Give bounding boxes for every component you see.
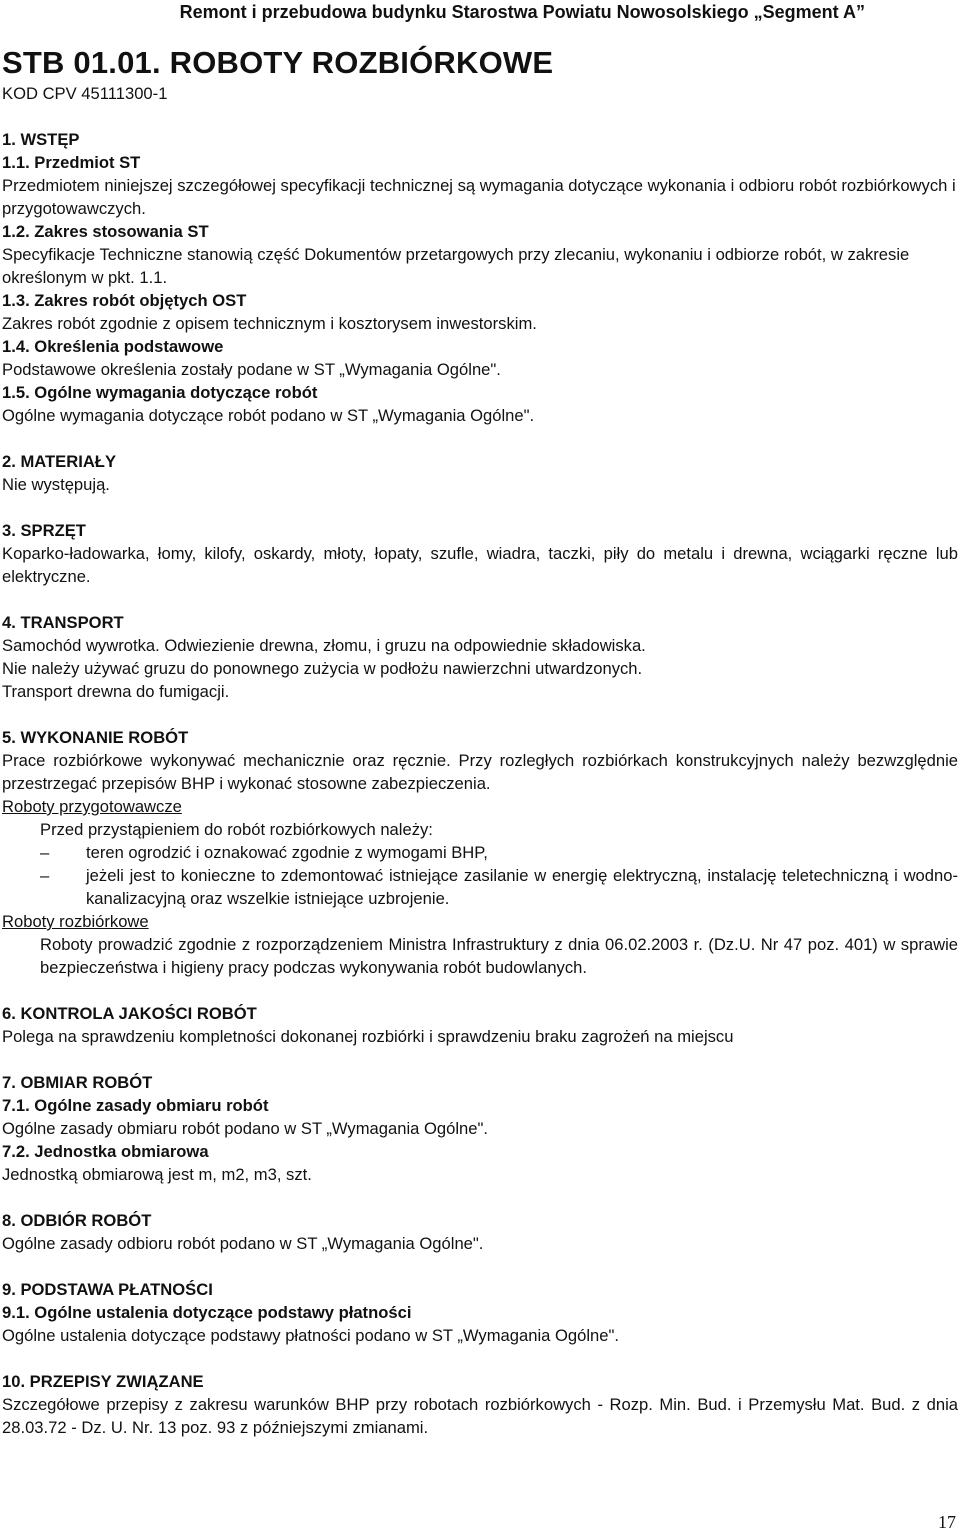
section-4-line-2: Nie należy używać gruzu do ponownego zużycia w podłożu nawierzchni utwardzonych. [2, 659, 643, 678]
document-title: STB 01.01. ROBOTY ROZBIÓRKOWE [2, 45, 554, 80]
section-1-2-text: Specyfikacje Techniczne stanowią część Dokumentów przetargowych przy zlecaniu, wykonaniu i odbiorze robót, w zakresie określonym w pkt. 1.1. [2, 245, 910, 287]
dash-bullet: – [40, 843, 50, 862]
section-4-line-1: Samochód wywrotka. Odwiezienie drewna, złomu, i gruzu na odpowiednie składowiska. [2, 636, 646, 655]
cpv-code: KOD CPV 45111300-1 [2, 84, 168, 103]
section-1-4-heading: 1.4. Określenia podstawowe [2, 337, 224, 356]
section-3-text: Koparko-ładowarka, łomy, kilofy, oskardy, młoty, łopaty, szufle, wiadra, taczki, piły do metalu i drewna, wciągarki ręczne lub elektryczne. [2, 544, 958, 586]
section-3-heading: 3. SPRZĘT [2, 521, 86, 540]
section-6-text: Polega na sprawdzeniu kompletności dokonanej rozbiórki i sprawdzeniu braku zagrożeń na miejscu [2, 1027, 734, 1046]
section-2-heading: 2. MATERIAŁY [2, 452, 117, 471]
preparatory-works-heading: Roboty przygotowawcze [2, 797, 182, 816]
document-body [2, 44, 958, 1439]
section-9-1-text: Ogólne ustalenia dotyczące podstawy płatności podano w ST „Wymagania Ogólne". [2, 1326, 619, 1345]
preparatory-works-intro: Przed przystąpieniem do robót rozbiórkowych należy: [40, 820, 433, 839]
section-9-heading: 9. PODSTAWA PŁATNOŚCI [2, 1280, 213, 1299]
section-8-text: Ogólne zasady odbioru robót podano w ST „Wymagania Ogólne". [2, 1234, 484, 1253]
section-2-text: Nie występują. [2, 475, 110, 494]
section-1-1-heading: 1.1. Przedmiot ST [2, 153, 141, 172]
demolition-works-text: Roboty prowadzić zgodnie z rozporządzeniem Ministra Infrastruktury z dnia 06.02.2003 r. (Dz.U. Nr 47 poz. 401) w sprawie bezpieczeństwa i higieny pracy podczas wykonywania robót budowlanych. [40, 935, 958, 977]
section-1-5-heading: 1.5. Ogólne wymagania dotyczące robót [2, 383, 318, 402]
section-7-2-heading: 7.2. Jednostka obmiarowa [2, 1142, 209, 1161]
section-1-4-text: Podstawowe określenia zostały podane w ST „Wymagania Ogólne". [2, 360, 501, 379]
section-7-heading: 7. OBMIAR ROBÓT [2, 1073, 153, 1092]
preparatory-works-list [2, 841, 958, 910]
section-6-heading: 6. KONTROLA JAKOŚCI ROBÓT [2, 1004, 257, 1023]
dash-bullet: – [40, 866, 50, 885]
section-7-1-heading: 7.1. Ogólne zasady obmiaru robót [2, 1096, 269, 1115]
page-number: 17 [938, 1512, 956, 1532]
section-5-text: Prace rozbiórkowe wykonywać mechanicznie oraz ręcznie. Przy rozległych rozbiórkach konstrukcyjnych należy bezwzględnie przestrzegać przepisów BHP i wykonać stosowne zabezpieczenia. [2, 751, 958, 793]
section-9-1-heading: 9.1. Ogólne ustalenia dotyczące podstawy płatności [2, 1303, 412, 1322]
section-7-2-text: Jednostką obmiarową jest m, m2, m3, szt. [2, 1165, 312, 1184]
section-1-2-heading: 1.2. Zakres stosowania ST [2, 222, 209, 241]
section-10-heading: 10. PRZEPISY ZWIĄZANE [2, 1372, 204, 1391]
section-1-heading: 1. WSTĘP [2, 130, 80, 149]
running-header: Remont i przebudowa budynku Starostwa Powiatu Nowosolskiego „Segment A” [179, 2, 865, 22]
section-4-heading: 4. TRANSPORT [2, 613, 124, 632]
list-item: – teren ogrodzić i oznakować zgodnie z wymogami BHP, [40, 843, 488, 862]
section-1-3-text: Zakres robót zgodnie z opisem technicznym i kosztorysem inwestorskim. [2, 314, 537, 333]
section-1-5-text: Ogólne wymagania dotyczące robót podano w ST „Wymagania Ogólne". [2, 406, 535, 425]
section-7-1-text: Ogólne zasady obmiaru robót podano w ST „Wymagania Ogólne". [2, 1119, 488, 1138]
demolition-works-heading: Roboty rozbiórkowe [2, 912, 149, 931]
section-5-heading: 5. WYKONANIE ROBÓT [2, 728, 189, 747]
section-1-3-heading: 1.3. Zakres robót objętych OST [2, 291, 247, 310]
section-10-text: Szczegółowe przepisy z zakresu warunków BHP przy robotach rozbiórkowych - Rozp. Min. Bud. i Przemysłu Mat. Bud. z dnia 28.03.72 - Dz. U. Nr. 13 poz. 93 z późniejszymi zmianami. [2, 1395, 958, 1437]
list-item: – jeżeli jest to konieczne to zdemontować istniejące zasilanie w energię elektryczną, instalację teletechniczną i wodno-kanalizacyjną oraz wszelkie istniejące uzbrojenie. [40, 866, 958, 908]
section-4-line-3: Transport drewna do fumigacji. [2, 682, 230, 701]
section-1-1-text: Przedmiotem niniejszej szczegółowej specyfikacji technicznej są wymagania dotyczące wykonania i odbioru robót rozbiórkowych i przygotowawczych. [2, 176, 956, 218]
section-8-heading: 8. ODBIÓR ROBÓT [2, 1211, 152, 1230]
